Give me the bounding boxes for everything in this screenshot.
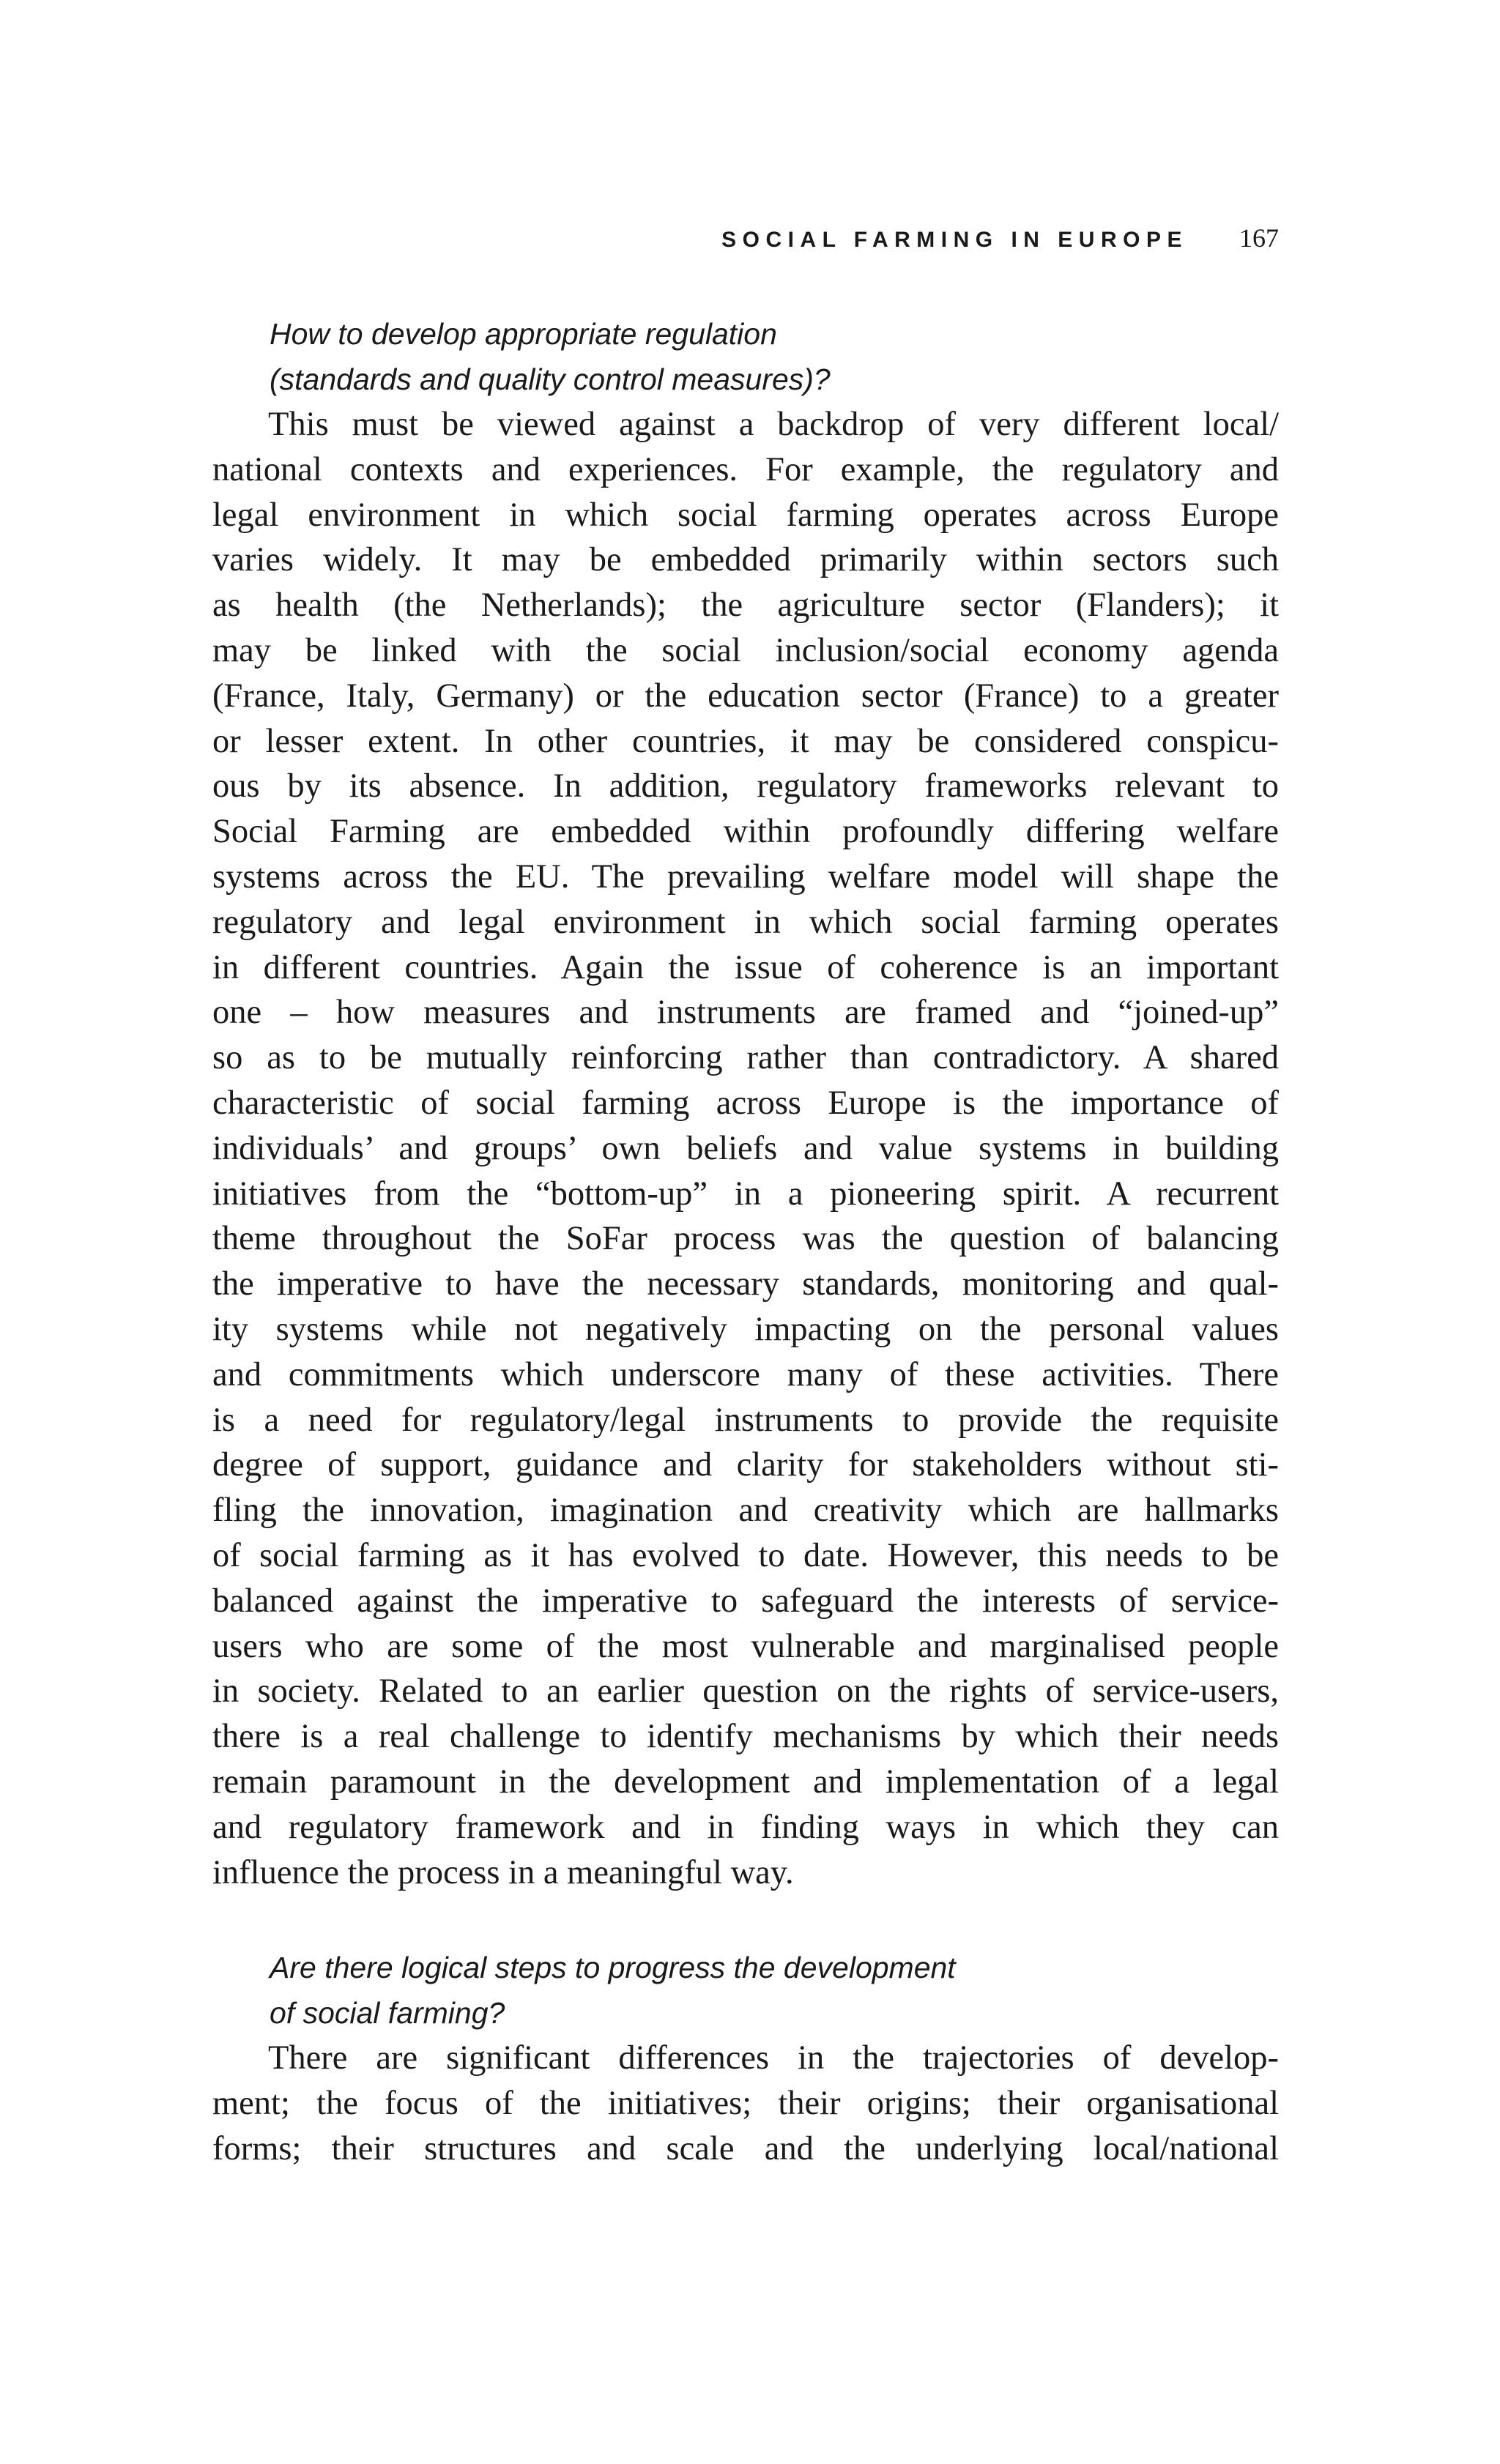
heading-line: (standards and quality control measures)? [270,362,831,396]
paragraph-regulation [212,402,1279,1895]
text-line: is a need for regulatory/legal instruments to provide the requisite [212,1401,1279,1439]
text-line: and commitments which underscore many of these activities. There [212,1355,1279,1393]
text-line: This must be viewed against a backdrop of very different local/ [268,406,1279,443]
heading-line: How to develop appropriate regulation [270,317,777,351]
section-gap [212,1895,1279,1945]
text-line: and regulatory framework and in finding ways in which they can [212,1808,1279,1846]
text-line: ous by its absence. In addition, regulatory frameworks relevant to [212,767,1279,805]
text-line: (France, Italy, Germany) or the education sector (France) to a greater [212,677,1279,715]
text-line: balanced against the imperative to safeguard the interests of service- [212,1582,1279,1620]
page-number: 167 [1239,223,1279,253]
text-line: varies widely. It may be embedded primarily within sectors such [212,541,1279,579]
text-line: systems across the EU. The prevailing welfare model will shape the [212,857,1279,896]
text-line: forms; their structures and scale and the underlying local/national [212,2129,1279,2167]
text-line: one – how measures and instruments are framed and “joined-up” [212,994,1279,1032]
text-line: regulatory and legal environment in which social farming operates [212,903,1279,941]
text-line: so as to be mutually reinforcing rather than contradictory. A shared [212,1039,1279,1077]
text-line: as health (the Netherlands); the agriculture sector (Flanders); it [212,587,1279,625]
heading-line: Are there logical steps to progress the development [270,1951,956,1985]
running-title: SOCIAL FARMING IN EUROPE [721,228,1188,252]
body-text [212,311,1279,2172]
text-line: ment; the focus of the initiatives; their origins; their organisational [212,2085,1279,2123]
running-head [0,223,1279,258]
text-line: or lesser extent. In other countries, it may be considered conspicu- [212,722,1279,760]
text-line: degree of support, guidance and clarity for stakeholders without sti- [212,1446,1279,1484]
text-line: There are significant differences in the trajectories of develop- [268,2039,1279,2077]
text-line: influence the process in a meaningful way. [212,1853,794,1891]
text-line: national contexts and experiences. For example, the regulatory and [212,450,1279,488]
text-line: Social Farming are embedded within profoundly differing welfare [212,813,1279,851]
text-line: there is a real challenge to identify mechanisms by which their needs [212,1718,1279,1756]
text-line: characteristic of social farming across Europe is the importance of [212,1084,1279,1122]
text-line: of social farming as it has evolved to date. However, this needs to be [212,1536,1279,1574]
text-line: in society. Related to an earlier question on the rights of service-users, [212,1672,1279,1711]
text-line: initiatives from the “bottom-up” in a pioneering spirit. A recurrent [212,1175,1279,1213]
text-line: fling the innovation, imagination and creativity which are hallmarks [212,1492,1279,1530]
paragraph-logical-steps [212,2036,1279,2171]
heading-line: of social farming? [270,1996,505,2031]
text-line: individuals’ and groups’ own beliefs and value systems in building [212,1129,1279,1167]
section-heading-logical-steps [212,1945,1279,2036]
text-line: theme throughout the SoFar process was the question of balancing [212,1220,1279,1258]
text-line: may be linked with the social inclusion/social economy agenda [212,631,1279,669]
text-line: users who are some of the most vulnerable and marginalised people [212,1627,1279,1665]
text-line: ity systems while not negatively impacting on the personal values [212,1310,1279,1348]
section-heading-regulation [212,311,1279,402]
text-line: the imperative to have the necessary standards, monitoring and qual- [212,1265,1279,1303]
text-line: legal environment in which social farming operates across Europe [212,496,1279,534]
text-line: in different countries. Again the issue of coherence is an important [212,948,1279,986]
text-line: remain paramount in the development and implementation of a legal [212,1763,1279,1801]
